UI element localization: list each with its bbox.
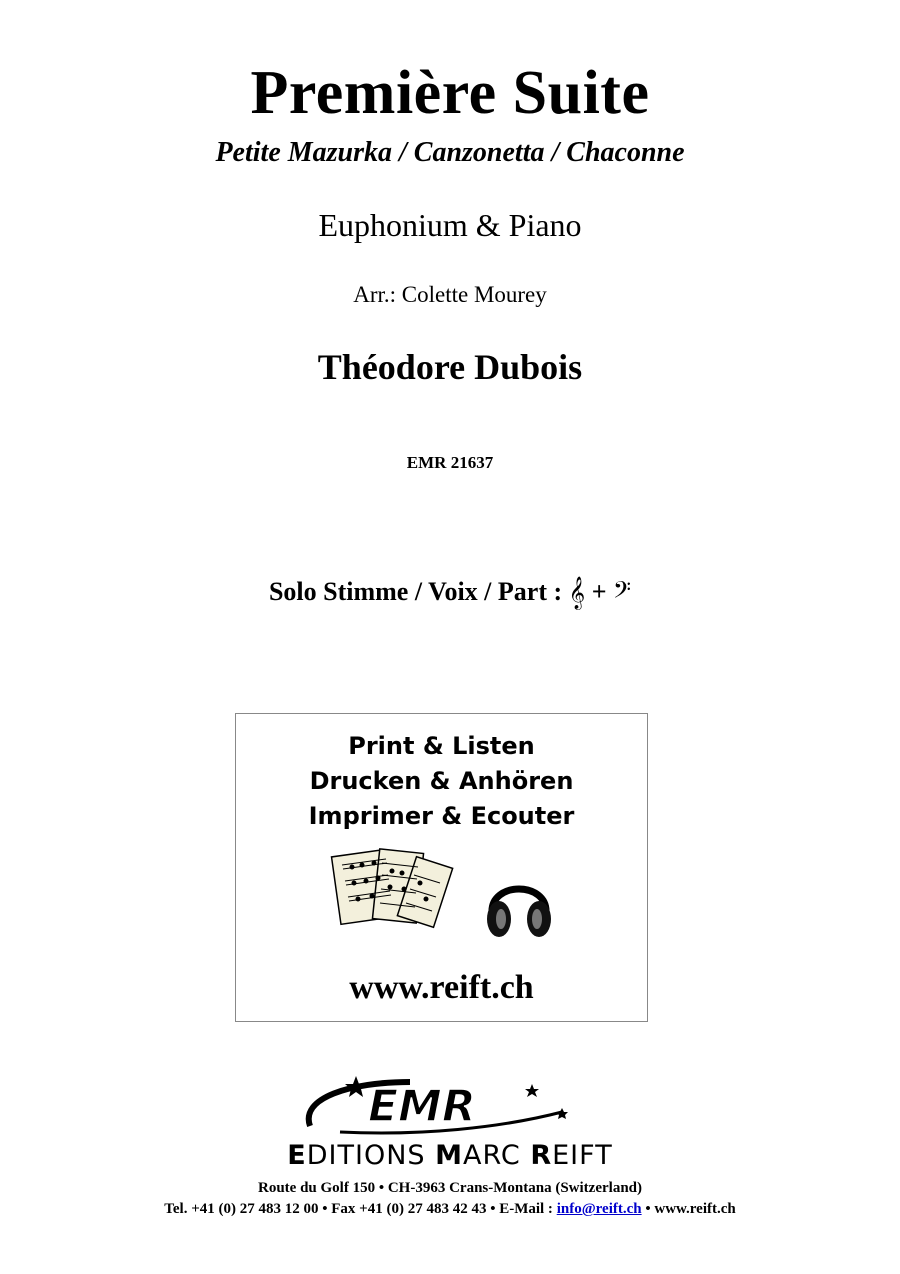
sheet-music-icon: [328, 847, 454, 939]
print-listen-box: [235, 713, 648, 1022]
part-label: Solo Stimme / Voix / Part :: [268, 577, 563, 606]
publisher-address: Route du Golf 150 • CH-3963 Crans-Montana (Switzerland): [258, 1180, 642, 1196]
bass-clef-icon: 𝄢: [613, 576, 632, 609]
emr-logo-text: EMR: [368, 1081, 476, 1132]
part-line: [0, 576, 900, 610]
promo-line-1: Print & Listen: [348, 732, 535, 760]
catalog-number: EMR 21637: [406, 453, 494, 472]
email-link[interactable]: info@reift.ch: [556, 1201, 642, 1217]
emr-logo: [300, 1074, 580, 1136]
promo-url: www.reift.ch: [349, 969, 534, 1006]
publisher-name: EDITIONS MARC REIFT: [287, 1140, 613, 1171]
headphones-icon: [484, 867, 554, 943]
arranger: Arr.: Colette Mourey: [353, 282, 547, 307]
composer: Théodore Dubois: [317, 347, 583, 387]
instrumentation: Euphonium & Piano: [318, 207, 582, 243]
title: Première Suite: [250, 59, 650, 127]
subtitle: Petite Mazurka / Canzonetta / Chaconne: [215, 137, 685, 168]
publisher-contact: Tel. +41 (0) 27 483 12 00 • Fax +41 (0) 27 483 42 43 • E-Mail : info@reift.ch • www.reift.ch: [164, 1201, 736, 1217]
promo-line-3: Imprimer & Ecouter: [308, 802, 575, 830]
plus-sign: +: [591, 577, 607, 606]
promo-line-2: Drucken & Anhören: [309, 767, 574, 795]
treble-clef-icon: 𝄞: [568, 576, 586, 609]
